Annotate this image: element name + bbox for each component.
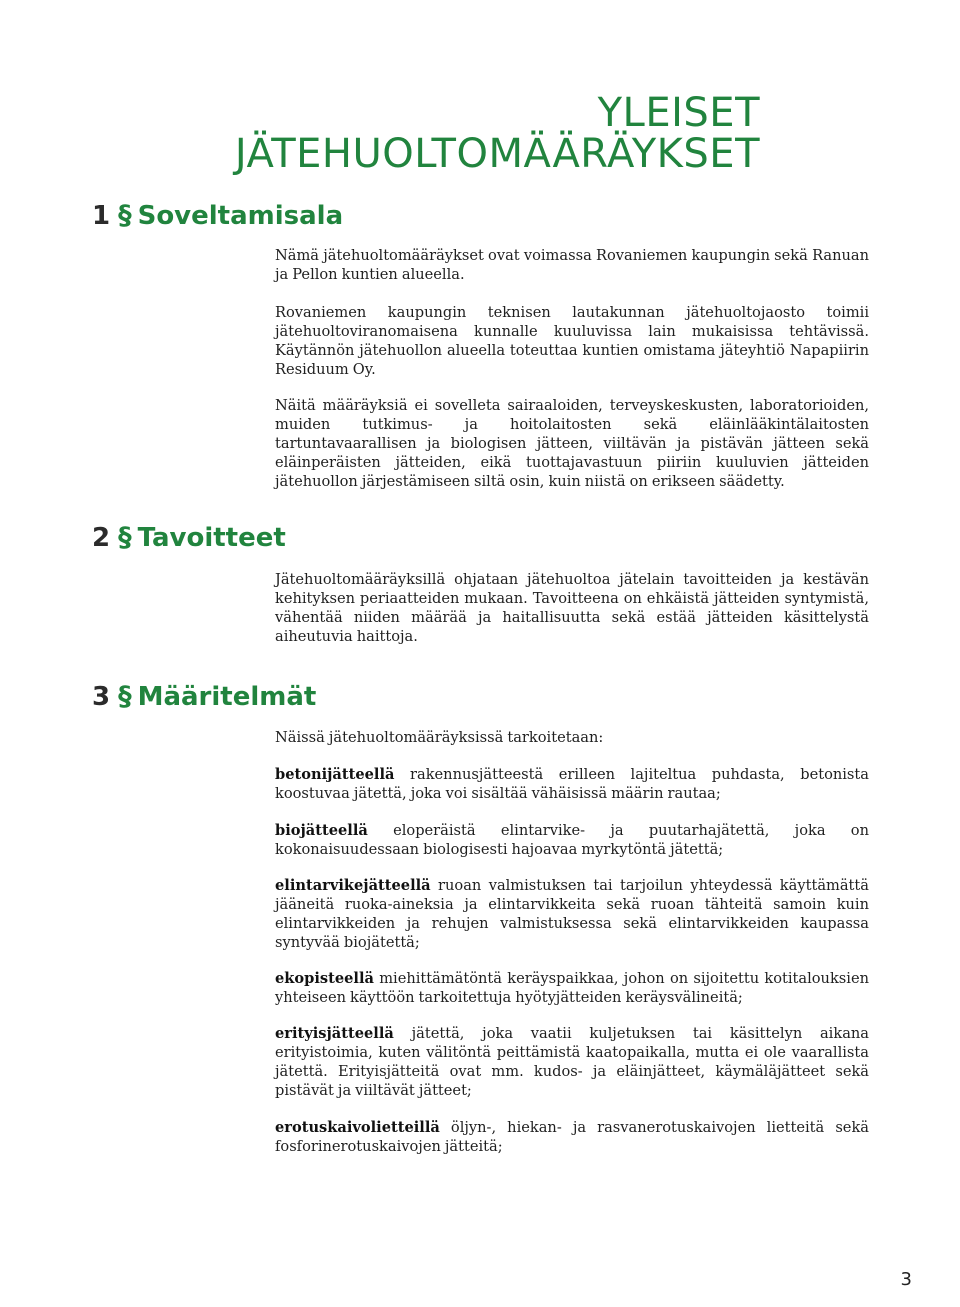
definitions-intro: Näissä jätehuoltomääräyksissä tarkoitetaan:: [275, 729, 604, 746]
definition-text: jätettä, joka vaatii kuljetuksen tai käsittelyn aikana erityistoimia, kuten välitöntä peittämistä kaatopaikalla, mutta ei ole vaarallista jätettä. Erityisjätteitä ovat mm. kudos- ja eläinjätteet, käymäläjätteet sekä pistävät ja viiltävät jätteet;: [275, 1025, 869, 1099]
definition-text: rakennusjätteestä erilleen lajiteltua puhdasta, betonista koostuvaa jätettä, joka voi sisältää vähäisissä määrin rautaa;: [275, 766, 869, 802]
paragraph: Rovaniemen kaupungin teknisen lautakunnan jätehuoltojaosto toimii jätehuoltoviranomaisena kunnalle kuuluvissa lain mukaisissa tehtävissä. Käytännön jätehuollon alueella toteuttaa kuntien omistama jäteyhtiö Napapiirin Residuum Oy.: [275, 304, 869, 378]
definition-item: [275, 1119, 869, 1157]
definition-item: [275, 877, 869, 953]
definition-term: ekopisteellä: [275, 970, 374, 987]
page-number: 3: [900, 1269, 912, 1290]
definition-term: erityisjätteellä: [275, 1025, 394, 1042]
definition-text: öljyn-, hiekan- ja rasvanerotuskaivojen lietteitä sekä fosforinerotuskaivojen jätteitä;: [275, 1119, 869, 1155]
definition-term: betonijätteellä: [275, 766, 395, 783]
paragraph: Nämä jätehuoltomääräykset ovat voimassa Rovaniemen kaupungin sekä Ranuan ja Pellon kuntien alueella.: [275, 247, 869, 283]
definition-item: [275, 1025, 869, 1101]
definition-term: elintarvikejätteellä: [275, 877, 431, 894]
section-sign-icon: §: [118, 681, 132, 712]
section-2-heading: [92, 523, 286, 553]
paragraph: Jätehuoltomääräyksillä ohjataan jätehuoltoa jätelain tavoitteiden ja kestävän kehityksen periaatteiden mukaan. Tavoitteena on ehkäistä jätteiden syntymistä, vähentää niiden määrää ja haitallisuutta sekä estää jätteiden käsittelystä aiheutuvia haittoja.: [275, 571, 869, 645]
section-sign-icon: §: [118, 522, 132, 553]
paragraph: Näitä määräyksiä ei sovelleta sairaaloiden, terveyskeskusten, laboratorioiden, muiden tutkimus- ja hoitolaitosten sekä eläinlääkintälaitosten tartuntavaarallisen ja biologisen jätteen, viiltävän ja pistävän jätteen sekä eläinperäisten jätteiden, eikä tuottajavastuun piiriin kuuluvien jätteiden jätehuollon järjestämiseen siltä osin, kuin niistä on erikseen säädetty.: [275, 397, 869, 490]
definition-term: biojätteellä: [275, 822, 368, 839]
definition-term: erotuskaivolietteillä: [275, 1119, 440, 1136]
section-number: 1: [92, 201, 111, 231]
section-1-heading: [92, 201, 343, 231]
definition-item: [275, 970, 869, 1008]
definition-text: eloperäistä elintarvike- ja puutarhajätettä, joka on kokonaisuudessaan biologisesti hajoavaa myrkytöntä jätettä;: [275, 822, 869, 858]
section-title: Soveltamisala: [137, 201, 344, 231]
section-number: 2: [92, 523, 111, 553]
section-number: 3: [92, 682, 111, 712]
definition-item: [275, 766, 869, 804]
section-3-heading: [92, 682, 316, 712]
document-title: YLEISET JÄTEHUOLTOMÄÄRÄYKSET: [234, 90, 760, 177]
section-title: Määritelmät: [137, 682, 317, 712]
definition-text: miehittämätöntä keräyspaikkaa, johon on sijoitettu kotitalouksien yhteiseen käyttöön tarkoitettuja hyötyjätteiden keräysvälineitä;: [275, 970, 869, 1006]
section-sign-icon: §: [118, 200, 132, 231]
section-title: Tavoitteet: [137, 523, 286, 553]
definition-item: [275, 822, 869, 860]
definition-text: ruoan valmistuksen tai tarjoilun yhteydessä käyttämättä jääneitä ruoka-aineksia ja elintarvikkeita sekä ruoan tähteitä samoin kuin elintarvikkeiden ja rehujen valmistuksessa sekä elintarvikkeiden kaupassa syntyvää biojätettä;: [275, 877, 869, 951]
